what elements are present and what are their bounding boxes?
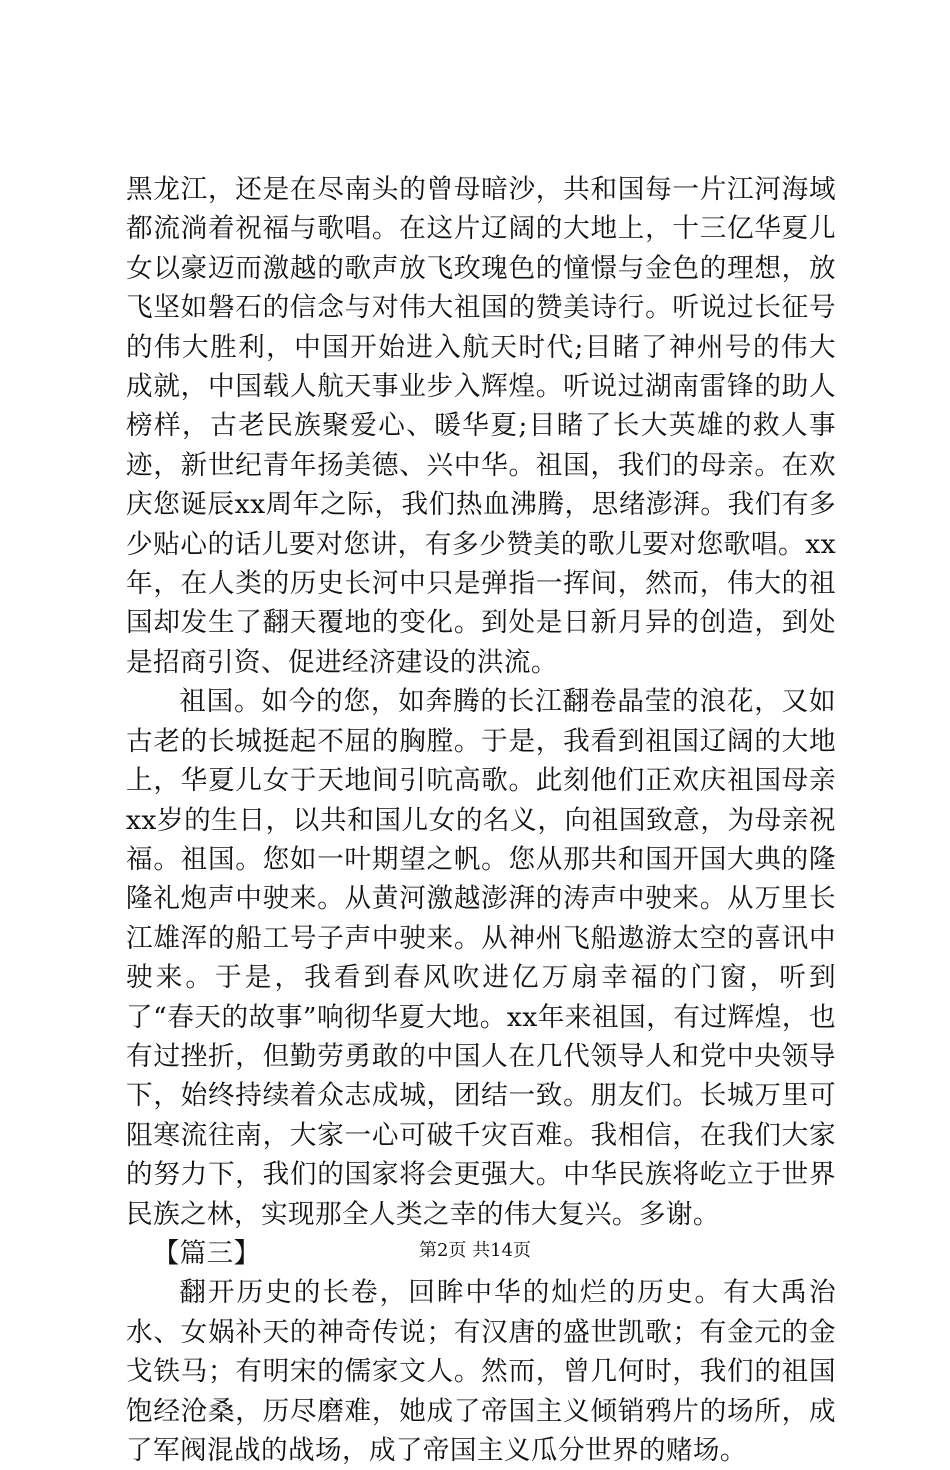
paragraph-history: 翻开历史的长卷，回眸中华的灿烂的历史。有大禹治水、女娲补天的神奇传说；有汉唐的盛世凯歌；有金元的金戈铁马；有明宋的儒家文人。然而，曾几何时，我们的祖国饱经沧桑，历尽磨难，她成了帝国主义倾销鸦片的场所，成了军阀混战的战场，成了帝国主义瓜分世界的赌场。 (126, 1277, 836, 1466)
document-body (126, 170, 836, 1470)
paragraph-motherland: 祖国。如今的您，如奔腾的长江翻卷晶莹的浪花，又如古老的长城挺起不屈的胸膛。于是，我看到祖国辽阔的大地上，华夏儿女于天地间引吭高歌。此刻他们正欢庆祖国母亲xx岁的生日，以共和国儿女的名义，向祖国致意，为母亲祝福。祖国。您如一叶期望之帆。您从那共和国开国大典的隆隆礼炮声中驶来。从黄河激越澎湃的涛声中驶来。从万里长江雄浑的船工号子声中驶来。从神州飞船遨游太空的喜讯中驶来。于是，我看到春风吹进亿万扇幸福的门窗，听到了“春天的故事”响彻华夏大地。xx年来祖国，有过辉煌，也有过挫折，但勤劳勇敢的中国人在几代领导人和党中央领导下，始终持续着众志成城，团结一致。朋友们。长城万里可阻寒流往南，大家一心可破千灾百难。我相信，在我们大家的努力下，我们的国家将会更强大。中华民族将屹立于世界民族之林，实现那全人类之幸的伟大复兴。多谢。 (126, 686, 836, 1230)
section-heading-part-three: 【篇三】 (152, 1237, 261, 1269)
page-number-footer: 第2页 共14页 (418, 1240, 532, 1261)
paragraph-continuation: 黑龙江，还是在尽南头的曾母暗沙，共和国每一片江河海域都流淌着祝福与歌唱。在这片辽阔的大地上，十三亿华夏儿女以豪迈而激越的歌声放飞玫瑰色的憧憬与金色的理想，放飞坚如磐石的信念与对伟大祖国的赞美诗行。听说过长征号的伟大胜利，中国开始进入航天时代;目睹了神州号的伟大成就，中国载人航天事业步入辉煌。听说过湖南雷锋的助人榜样，古老民族聚爱心、暖华夏;目睹了长大英雄的救人事迹，新世纪青年扬美德、兴中华。祖国，我们的母亲。在欢庆您诞辰xx周年之际，我们热血沸腾，思绪澎湃。我们有多少贴心的话儿要对您讲，有多少赞美的歌儿要对您歌唱。xx年，在人类的历史长河中只是弹指一挥间，然而，伟大的祖国却发生了翻天覆地的变化。到处是日新月异的创造，到处是招商引资、促进经济建设的洪流。 (126, 174, 836, 678)
